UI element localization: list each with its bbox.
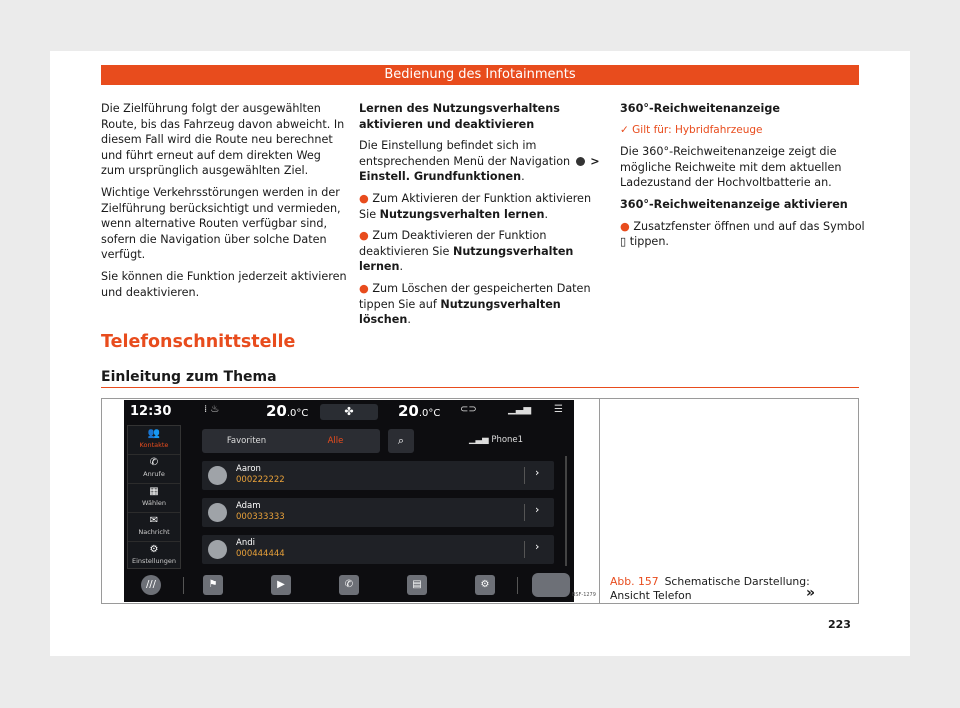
apps-icon[interactable]: ▤ xyxy=(407,575,427,595)
climate-icon[interactable]: /// xyxy=(141,575,161,595)
message-icon: ✉ xyxy=(149,515,159,526)
contacts-icon: 👥 xyxy=(147,428,161,439)
seat-heat-icon: ⁞ ♨ xyxy=(204,404,220,415)
divider xyxy=(524,541,525,558)
chapter-title: Telefonschnittstelle xyxy=(101,332,296,352)
sub-heading: 360°-Reichweitenanzeige aktivieren xyxy=(620,197,848,211)
divider xyxy=(524,504,525,521)
applies-note xyxy=(620,123,865,139)
section-heading: Lernen des Nutzungsverhaltens aktivieren und deaktivieren xyxy=(359,102,560,131)
divider xyxy=(517,577,518,594)
fan-icon[interactable]: ✤ xyxy=(320,404,378,420)
chapter-subtitle: Einleitung zum Thema xyxy=(101,369,277,385)
bottom-bar xyxy=(127,571,571,601)
contact-number: 000444444 xyxy=(236,549,285,559)
temp-left-unit: .0°C xyxy=(286,408,309,419)
sidebar-label: Einstellungen xyxy=(131,557,177,565)
chevron-right-icon[interactable]: › xyxy=(535,466,540,479)
bullet-item: ● Zum Deaktivieren der Funktion deaktivieren Sie Nutzungsverhalten lernen. xyxy=(359,229,574,274)
car-icon: ⊂⊃ xyxy=(460,404,477,415)
search-icon[interactable]: ⌕ xyxy=(388,429,414,453)
signal-icon: ▁▃▅ xyxy=(508,404,532,415)
section-heading: 360°-Reichweitenanzeige xyxy=(620,102,780,115)
contact-name: Aaron xyxy=(236,464,261,474)
sidebar-label: Anrufe xyxy=(143,470,165,478)
column-2 xyxy=(359,101,606,334)
car-status-icon[interactable] xyxy=(532,573,570,597)
temp-right-value: 20 xyxy=(398,402,419,420)
contact-row[interactable] xyxy=(202,498,554,527)
contact-number: 000333333 xyxy=(236,512,285,522)
gear-icon xyxy=(576,157,585,166)
sidebar-label: Kontakte xyxy=(139,441,169,449)
vehicle-settings-icon[interactable]: ⚙ xyxy=(475,575,495,595)
page-number: 223 xyxy=(828,618,851,631)
keypad-icon: ▦ xyxy=(149,486,159,497)
check-icon: ✓ xyxy=(620,123,629,136)
paragraph: Die 360°-Reichweitenanzeige zeigt die mögliche Reichweite mit dem aktuellen Ladezustand der Hochvoltbatterie an. xyxy=(620,145,842,190)
avatar xyxy=(208,540,227,559)
contact-row[interactable] xyxy=(202,461,554,490)
page-header: Bedienung des Infotainments xyxy=(101,65,859,85)
column-1 xyxy=(101,101,347,306)
menu-icon[interactable]: ☰ xyxy=(554,404,563,415)
phone-status xyxy=(469,435,523,445)
bullet-icon: ● xyxy=(359,281,369,295)
paragraph: Die Zielführung folgt der ausgewählten Route, bis das Fahrzeug davon abweicht. In diesem Fall wird die Route neu berechnet und führt erneut auf dem direkten Weg zum ursprünglich ausgewählten Ziel. xyxy=(101,102,345,178)
chevron-right-icon[interactable]: › xyxy=(535,540,540,553)
contact-number: 000222222 xyxy=(236,475,285,485)
figure-divider xyxy=(599,399,600,603)
divider xyxy=(183,577,184,594)
temp-left-value: 20 xyxy=(266,402,287,420)
bullet-item: ● Zum Löschen der gespeicherten Daten tippen Sie auf Nutzungsverhalten löschen. xyxy=(359,281,591,327)
bullet-icon: ● xyxy=(620,219,630,233)
scrollbar[interactable] xyxy=(565,456,567,566)
chevron-right-icon[interactable]: › xyxy=(535,503,540,516)
phone-sidebar xyxy=(127,425,181,569)
bullet-text: Zum Löschen der gespeicherten Daten tippen Sie auf xyxy=(359,281,591,311)
temp-left xyxy=(266,402,308,420)
intro-text: Die Einstellung befindet sich im entsprechenden Menü der Navigation xyxy=(359,139,571,168)
clock: 12:30 xyxy=(130,404,172,419)
applies-text: Gilt für: Hybridfahrzeuge xyxy=(632,123,763,136)
sidebar-item-einstellungen[interactable] xyxy=(128,542,180,570)
sidebar-item-waehlen[interactable] xyxy=(128,484,180,513)
contact-name: Adam xyxy=(236,501,261,511)
sidebar-label: Nachricht xyxy=(138,528,170,536)
bullet-item xyxy=(620,219,865,250)
call-icon: ✆ xyxy=(149,457,159,468)
avatar xyxy=(208,503,227,522)
sidebar-label: Wählen xyxy=(141,499,167,507)
figure-number: Abb. 157 xyxy=(610,575,659,588)
caption-text: Schematische Darstellung: Ansicht Telefon xyxy=(610,575,810,602)
contact-tabs xyxy=(202,429,380,453)
bullet-text: tippen. xyxy=(629,235,669,249)
divider xyxy=(524,467,525,484)
paragraph: Sie können die Funktion jederzeit aktivieren und deaktivieren. xyxy=(101,269,347,299)
avatar xyxy=(208,466,227,485)
contact-row[interactable] xyxy=(202,535,554,564)
tab-alle[interactable]: Alle xyxy=(327,436,344,446)
infotainment-screen xyxy=(124,400,574,602)
figure-code: BSF-1279 xyxy=(572,592,596,598)
paragraph: Wichtige Verkehrsstörungen werden in der Zielführung berücksichtigt und vermieden, wenn alternative Routen verfügbar sind, sofern die Navigation über solche Daten verfügt. xyxy=(101,185,341,262)
temp-right-unit: .0°C xyxy=(418,408,441,419)
range-symbol-icon: ▯ xyxy=(620,235,627,249)
bullet-bold: Nutzungsverhalten lernen xyxy=(359,244,574,274)
subtitle-rule xyxy=(101,387,859,388)
bullet-icon: ● xyxy=(359,191,369,205)
phone-name: Phone1 xyxy=(491,435,524,445)
bullet-text: Zum Deaktivieren der Funktion deaktivieren Sie xyxy=(359,229,547,258)
column-3 xyxy=(620,101,865,256)
bullet-item: ● Zum Aktivieren der Funktion aktivieren Sie Nutzungsverhalten lernen. xyxy=(359,191,592,221)
contact-name: Andi xyxy=(236,538,255,548)
bullet-icon: ● xyxy=(359,229,369,243)
continue-marker: » xyxy=(806,585,816,601)
temp-right xyxy=(398,402,440,420)
manual-page xyxy=(50,51,910,656)
sidebar-item-nachricht[interactable] xyxy=(128,513,180,542)
phone-icon[interactable]: ✆ xyxy=(339,575,359,595)
sidebar-item-anrufe[interactable] xyxy=(128,455,180,484)
bullet-bold: Nutzungsverhalten lernen xyxy=(379,207,545,221)
paragraph: Die Einstellung befindet sich im entsprechenden Menü der Navigation > Einstell. Grundfunktionen. xyxy=(359,139,600,184)
flag-icon[interactable]: ⚑ xyxy=(203,575,223,595)
tab-favoriten[interactable]: Favoriten xyxy=(226,436,267,446)
bullet-bold: Nutzungsverhalten löschen xyxy=(359,297,561,327)
signal-icon: ▁▃▅ xyxy=(469,435,489,445)
bullet-text: Zusatzfenster öffnen und auf das Symbol xyxy=(633,219,865,233)
figure-box xyxy=(101,398,859,604)
bullet-text: Zum Aktivieren der Funktion aktivieren Sie xyxy=(359,191,592,221)
play-icon[interactable]: ▶ xyxy=(271,575,291,595)
menu-path: > Einstell. Grundfunktionen xyxy=(359,154,600,184)
gear-icon: ⚙ xyxy=(149,544,159,555)
sidebar-item-kontakte[interactable] xyxy=(128,426,180,455)
